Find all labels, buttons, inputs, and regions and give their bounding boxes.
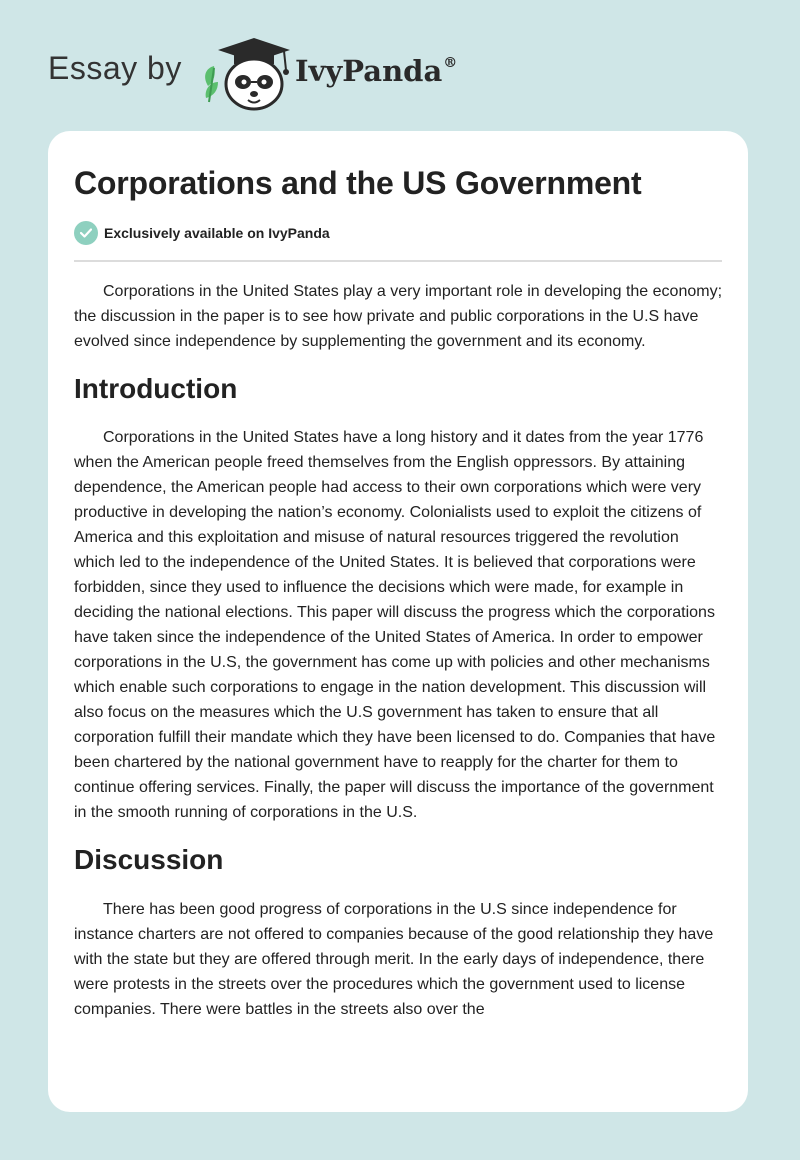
panda-graduate-icon — [200, 36, 290, 112]
essay-by-label: Essay by — [48, 50, 182, 86]
section-paragraph-introduction: Corporations in the United States have a long history and it dates from the year 1776 when the American people freed themselves from the English oppressors. By attaining dependence, the American people had access to their own corporations which were very productive in developing the nation’s economy. Colonialists used to exploit the citizens of America and this exploitation and misuse of natural resources triggered the revolution which led to the independence of the United States. It is believed that corporations were forbidden, since they used to influence the decisions which were made, for example in deciding the national elections. This paper will discuss the progress which the corporations have taken since the independence of the United States of America. In order to empower corporations in the U.S, the government has come up with policies and other mechanisms which enable such corporations to engage in the nation development. This discussion will also focus on the measures which the U.S government has taken to ensure that all corporation fulfill their mandate which they have been licensed to do. Companies that have been chartered by the national government have to reapply for the charter for them to continue offering services. Finally, the paper will discuss the importance of the government in the smooth running of corporations in the U.S. — [74, 429, 716, 821]
check-circle-icon — [74, 221, 98, 245]
article-card — [48, 131, 748, 1112]
intro-paragraph: Corporations in the United States play a very important role in developing the economy; the discussion in the paper is to see how private and public corporations in the U.S have evolved since independence by supplementing the government and its economy. — [74, 283, 723, 350]
badge-label: Exclusively available on IvyPanda — [104, 225, 330, 241]
section-heading-introduction: Introduction — [74, 373, 238, 404]
section-paragraph-discussion: There has been good progress of corporations in the U.S since independence for instance charters are not offered to companies because of the good relationship they have with the state but they are offered through merit. In the early days of independence, there were protests in the streets over the procedures which the government used to license companies. There were battles in the streets also over the — [74, 901, 714, 1018]
availability-badge — [74, 220, 722, 246]
site-header — [0, 0, 800, 130]
brand-name: IvyPanda® — [295, 54, 458, 88]
section-heading-discussion: Discussion — [74, 844, 224, 875]
divider — [74, 260, 722, 262]
page-title: Corporations and the US Government — [74, 165, 642, 201]
